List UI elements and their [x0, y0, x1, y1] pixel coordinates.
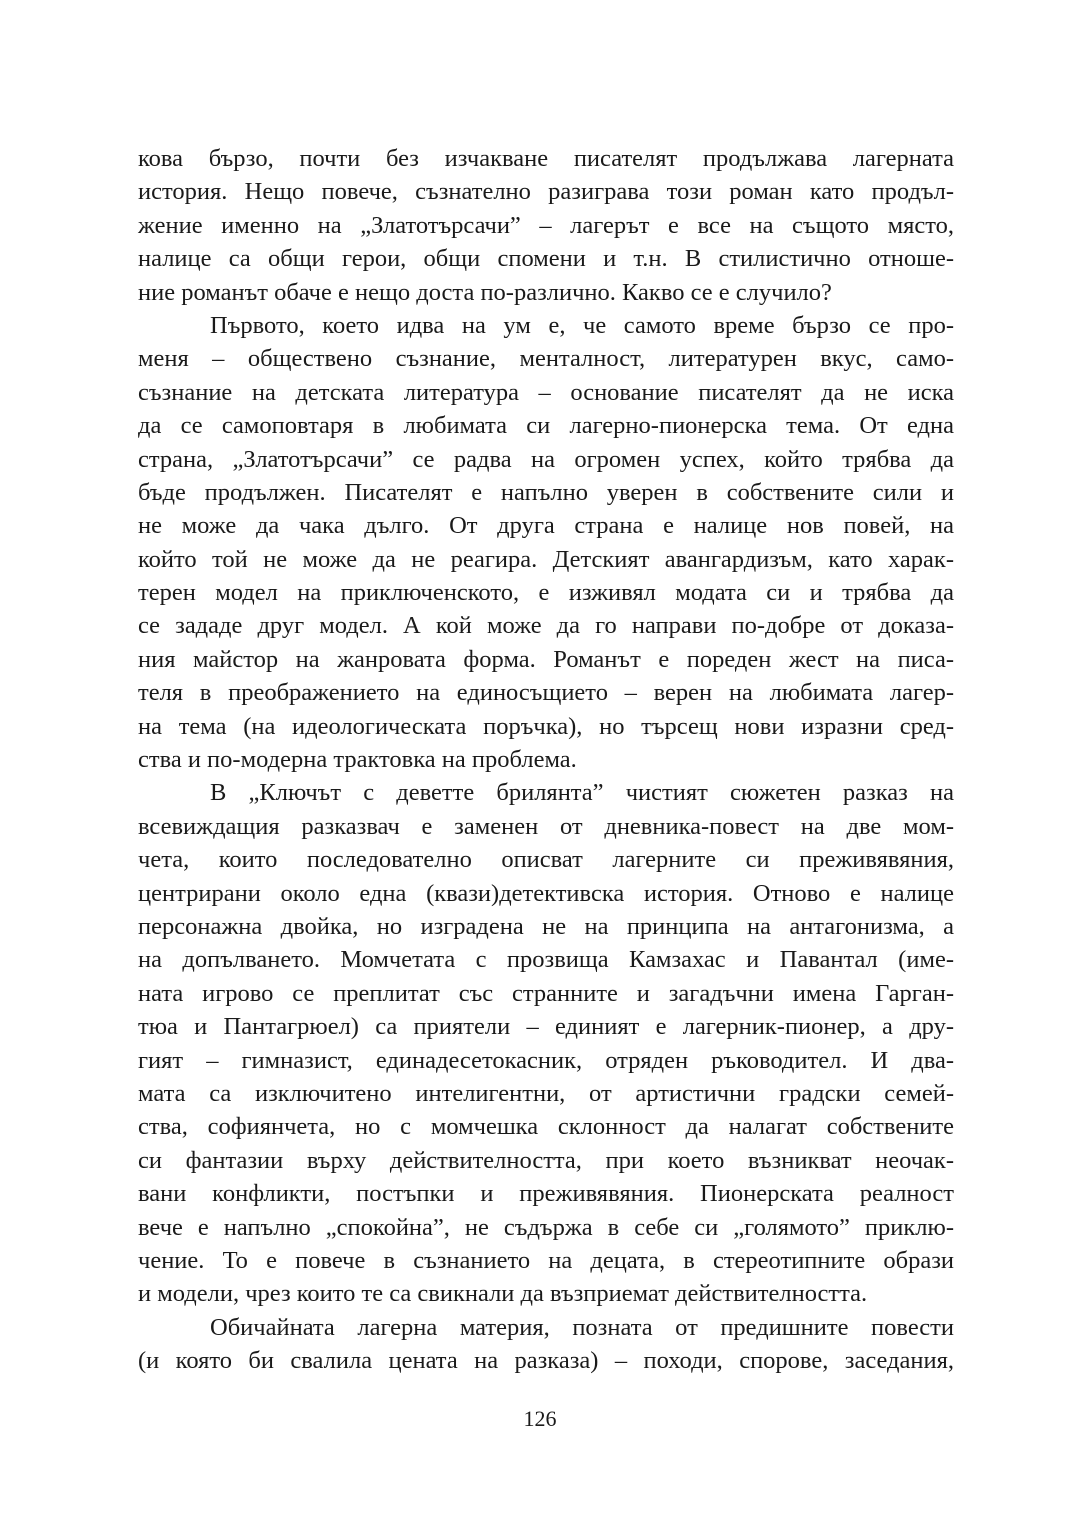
- text-line: чета, които последователно описват лагерните си преживявяния,: [138, 846, 954, 874]
- text-line: ния майстор на жанровата форма. Романът е пореден жест на писа-: [138, 645, 954, 673]
- text-line: терен модел на приключенското, е изживял модата си и трябва да: [138, 579, 954, 607]
- text-line: да се самоповтаря в любимата си лагерно-пионерска тема. От една: [138, 412, 954, 440]
- text-line: В „Ключът с деветте брилянта” чистият сюжетен разказ на: [210, 779, 954, 807]
- paragraph: [138, 776, 954, 1310]
- text-line: и модели, чрез които те са свикнали да възприемат действителността.: [138, 1280, 868, 1308]
- page-number: 126: [523, 1406, 557, 1431]
- text-line: жение именно на „Златотърсачи” – лагерът е все на същото място,: [138, 211, 954, 239]
- text-line: бъде продължен. Писателят е напълно уверен в собствените сили и: [138, 478, 954, 506]
- text-line: ние романът обаче е нещо доста по-различно. Какво се е случило?: [138, 278, 832, 306]
- paragraph: [138, 1311, 954, 1378]
- text-line: (и която би свалила цената на разказа) – походи, спорове, заседания,: [138, 1347, 954, 1375]
- text-line: чение. То е повече в съзнанието на децата, в стереотипните образи: [138, 1246, 954, 1274]
- text-line: се зададе друг модел. А кой може да го направи по-добре от доказа-: [138, 612, 954, 640]
- text-line: не може да чака дълго. От друга страна е налице нов повей, на: [138, 512, 954, 540]
- text-line: налице са общи герои, общи спомени и т.н. В стилистично отноше-: [138, 245, 954, 273]
- text-line: история. Нещо повече, съзнателно разиграва този роман като продъл-: [138, 178, 954, 206]
- body-text: [138, 142, 954, 1377]
- text-line: тюа и Пантагрюел) са приятели – единият е лагерник-пионер, а дру-: [138, 1013, 954, 1041]
- text-line: ства, софиянчета, но с момчешка склонност да налагат собствените: [138, 1113, 954, 1141]
- text-line: теля в преображението на единосъщието – верен на любимата лагер-: [138, 679, 954, 707]
- text-line: всевиждащия разказвач е заменен от дневника-повест на две мом-: [138, 812, 954, 840]
- text-line: на допълването. Момчетата с прозвища Камзахас и Павантал (име-: [138, 946, 954, 974]
- text-line: си фантазии върху действителността, при което възникват неочак-: [138, 1146, 954, 1174]
- text-line: съзнание на детската литература – основание писателят да не иска: [138, 378, 954, 406]
- text-line: който той не може да не реагира. Детският авангардизъм, като харак-: [138, 545, 954, 573]
- text-line: кова бързо, почти без изчакване писателят продължава лагерната: [138, 145, 954, 172]
- text-line: на тема (на идеологическата поръчка), но търсещ нови изразни сред-: [138, 712, 954, 740]
- text-line: вани конфликти, постъпки и преживявяния. Пионерската реалност: [138, 1180, 954, 1208]
- text-line: ната игрово се преплитат със странните и загадъчни имена Гарган-: [138, 979, 954, 1007]
- paragraph: [138, 309, 954, 776]
- text-line: Първото, което идва на ум е, че самото време бързо се про-: [210, 311, 954, 339]
- text-line: ства и по-модерна трактовка на проблема.: [138, 746, 577, 774]
- text-line: страна, „Златотърсачи” се радва на огромен успех, който трябва да: [138, 445, 954, 473]
- text-line: меня – обществено съзнание, менталност, литературен вкус, само-: [138, 345, 954, 373]
- text-line: мата са изключитено интелигентни, от артистични градски семей-: [138, 1079, 954, 1107]
- text-line: Обичайната лагерна материя, позната от предишните повести: [210, 1313, 954, 1341]
- text-line: гият – гимназист, единадесетокасник, отряден ръководител. И два-: [138, 1046, 954, 1074]
- text-line: вече е напълно „спокойна”, не съдържа в себе си „голямото” приклю-: [138, 1213, 954, 1241]
- text-line: центрирани около една (квази)детективска история. Отново е налице: [138, 879, 954, 907]
- paragraph: [138, 142, 954, 309]
- text-line: персонажна двойка, но изградена не на принципа на антагонизма, а: [138, 912, 954, 940]
